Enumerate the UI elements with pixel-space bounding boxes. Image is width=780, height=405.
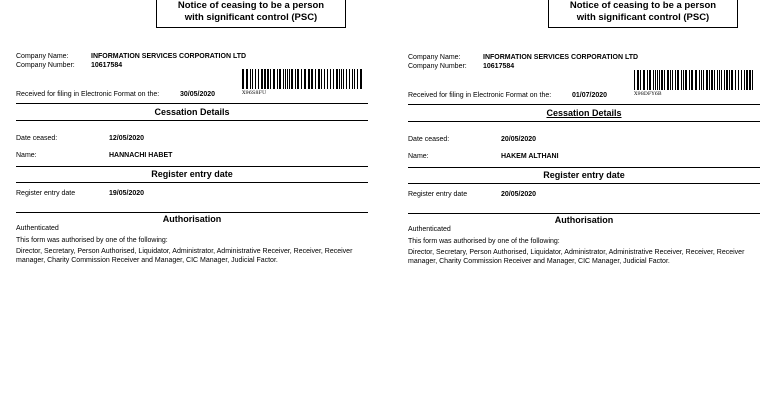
barcode-bar [717, 70, 718, 90]
barcode-bar [333, 69, 334, 89]
barcode-bar [267, 69, 269, 89]
barcode-bar [261, 69, 263, 89]
register-entry-label: Register entry date [16, 190, 76, 197]
barcode-bar [360, 69, 362, 89]
barcode-bar [330, 69, 331, 89]
divider [16, 103, 368, 104]
form-title-line1: Notice of ceasing to be a person [569, 0, 717, 11]
barcode-bar [706, 70, 708, 90]
cessation-heading: Cessation Details [546, 108, 622, 118]
barcode-bar [352, 69, 353, 89]
company-number: 10617584 [483, 63, 515, 70]
date-ceased: 12/05/2020 [109, 135, 145, 142]
barcode-bar [295, 69, 296, 89]
barcode-bar [695, 70, 697, 90]
barcode-bar [670, 70, 671, 90]
barcode-bar [343, 69, 344, 89]
barcode-bar [699, 70, 700, 90]
barcode-bar [336, 69, 338, 89]
barcode-bar [258, 69, 259, 89]
barcode-bar [357, 69, 358, 89]
authorised-by-text: This form was authorised by one of the following: [408, 238, 560, 245]
barcode-bar [741, 70, 742, 90]
barcode-bar [664, 70, 665, 90]
barcode-bar [691, 70, 693, 90]
authorisation-heading: Authorisation [554, 215, 614, 225]
barcode-text: X96S8FU [242, 90, 267, 96]
barcode-bar [719, 70, 720, 90]
barcode-bar [277, 69, 278, 89]
barcode-bar [685, 70, 687, 90]
barcode [634, 70, 756, 90]
barcode-bar [291, 69, 293, 89]
barcode-bar [346, 69, 347, 89]
barcode-bar [714, 70, 715, 90]
barcode-bar [339, 69, 340, 89]
barcode-bar [653, 70, 654, 90]
barcode-bar [649, 70, 651, 90]
barcode-bar [246, 69, 248, 89]
divider [16, 120, 368, 121]
form-title [156, 0, 346, 28]
form-title-line2: with significant control (PSC) [184, 12, 318, 23]
barcode-bar [681, 70, 682, 90]
barcode-bar [724, 70, 725, 90]
register-heading: Register entry date [543, 170, 625, 180]
barcode-bar [289, 69, 290, 89]
register-entry-label: Register entry date [408, 191, 468, 198]
barcode-bar [726, 70, 728, 90]
barcode-bar [255, 69, 256, 89]
barcode-bar [683, 70, 684, 90]
barcode-bar [735, 70, 736, 90]
barcode-bar [354, 69, 355, 89]
barcode-bar [252, 69, 253, 89]
barcode-bar [304, 69, 306, 89]
barcode-bar [729, 70, 730, 90]
barcode-bar [301, 69, 302, 89]
cessation-heading: Cessation Details [154, 107, 230, 117]
barcode-bar [264, 69, 266, 89]
barcode-bar [287, 69, 288, 89]
divider [408, 167, 760, 168]
divider [16, 166, 368, 167]
company-name-label: Company Name: [408, 54, 461, 61]
psc-notice-right [408, 0, 760, 290]
register-heading: Register entry date [151, 169, 233, 179]
authenticated-text: Authenticated [408, 226, 451, 233]
barcode-bar [279, 69, 281, 89]
barcode-bar [341, 69, 342, 89]
barcode-bar [711, 70, 713, 90]
date-ceased-label: Date ceased: [408, 136, 450, 143]
company-number-label: Company Number: [16, 62, 75, 69]
authorisation-heading: Authorisation [162, 214, 222, 224]
form-title-line2: with significant control (PSC) [576, 12, 710, 23]
barcode-bar [311, 69, 313, 89]
date-ceased: 20/05/2020 [501, 136, 537, 143]
barcode-bar [655, 70, 656, 90]
barcode-bar [659, 70, 660, 90]
divider [16, 182, 368, 183]
barcode-bar [321, 69, 322, 89]
barcode-bar [242, 69, 244, 89]
barcode-bar [283, 69, 284, 89]
psc-notice-left [16, 0, 368, 290]
barcode-bar [273, 69, 275, 89]
psc-name: HAKEM ALTHANI [501, 153, 559, 160]
barcode-bar [703, 70, 704, 90]
filing-label: Received for filing in Electronic Format on the: [408, 92, 552, 99]
authorised-roles: Director, Secretary, Person Authorised, Liquidator, Administrator, Administrative Receiver, Receiver, Receiver manager, Charity Commission Receiver and Manager, CIC Manager, Judicial Factor. [16, 248, 353, 264]
barcode-bar [667, 70, 669, 90]
register-entry-date: 19/05/2020 [109, 190, 145, 197]
barcode-bar [647, 70, 648, 90]
filing-date: 01/07/2020 [572, 92, 608, 99]
company-number-label: Company Number: [408, 63, 467, 70]
barcode-bar [250, 69, 251, 89]
barcode-bar [643, 70, 645, 90]
authenticated-text: Authenticated [16, 225, 59, 232]
barcode-bar [752, 70, 753, 90]
name-label: Name: [16, 152, 37, 159]
barcode-bar [709, 70, 710, 90]
barcode-bar [689, 70, 690, 90]
barcode [242, 69, 364, 89]
barcode-bar [327, 69, 328, 89]
name-label: Name: [408, 153, 429, 160]
barcode-bar [270, 69, 271, 89]
authorised-by-text: This form was authorised by one of the following: [16, 237, 168, 244]
form-title [548, 0, 738, 28]
barcode-bar [349, 69, 350, 89]
company-number: 10617584 [91, 62, 123, 69]
barcode-bar [731, 70, 733, 90]
barcode-bar [308, 69, 310, 89]
barcode-bar [675, 70, 676, 90]
company-name: INFORMATION SERVICES CORPORATION LTD [483, 54, 639, 61]
barcode-bar [672, 70, 673, 90]
divider [408, 213, 760, 214]
date-ceased-label: Date ceased: [16, 135, 58, 142]
filing-date: 30/05/2020 [180, 91, 216, 98]
barcode-bar [746, 70, 748, 90]
authorised-roles: Director, Secretary, Person Authorised, Liquidator, Administrator, Administrative Receiver, Receiver, Receiver manager, Charity Commission Receiver and Manager, CIC Manager, Judicial Factor. [408, 249, 745, 265]
barcode-bar [677, 70, 679, 90]
barcode-bar [721, 70, 722, 90]
company-name-label: Company Name: [16, 53, 69, 60]
divider [408, 121, 760, 122]
psc-name: HANNACHI HABET [109, 152, 173, 159]
barcode-bar [324, 69, 325, 89]
filing-label: Received for filing in Electronic Format on the: [16, 91, 160, 98]
divider [16, 212, 368, 213]
barcode-bar [315, 69, 316, 89]
barcode-bar [637, 70, 639, 90]
barcode-bar [657, 70, 658, 90]
divider [408, 183, 760, 184]
barcode-bar [661, 70, 663, 90]
barcode-bar [634, 70, 635, 90]
barcode-text: X98DFY6B [634, 91, 662, 97]
barcode-bar [640, 70, 641, 90]
barcode-bar [701, 70, 702, 90]
company-name: INFORMATION SERVICES CORPORATION LTD [91, 53, 247, 60]
barcode-bar [297, 69, 299, 89]
barcode-bar [749, 70, 751, 90]
register-entry-date: 20/05/2020 [501, 191, 537, 198]
form-title-line1: Notice of ceasing to be a person [177, 0, 325, 11]
barcode-bar [738, 70, 739, 90]
barcode-bar [744, 70, 745, 90]
divider [408, 104, 760, 105]
barcode-bar [285, 69, 286, 89]
barcode-bar [318, 69, 320, 89]
